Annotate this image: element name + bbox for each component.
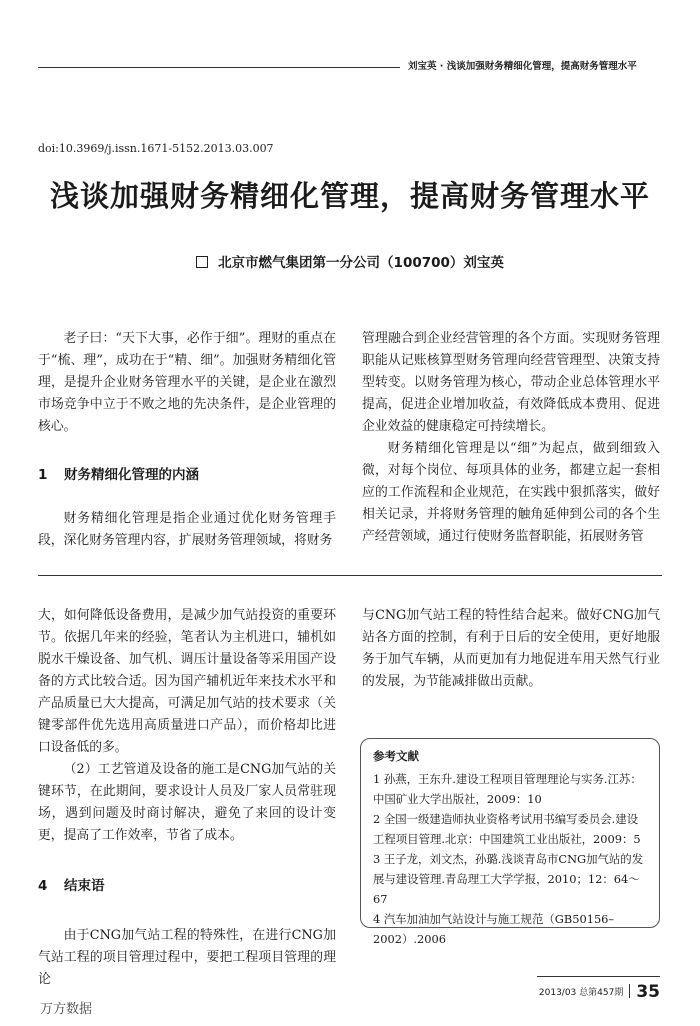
paragraph: （2）工艺管道及设备的施工是CNG加气站的关键环节，在此期间，要求设计人员及厂家人员常驻现场，遇到问题及时商讨解决，避免了来回的设计变更，提高了工作效率，节省了成本。 <box>38 762 336 843</box>
lower-right-column <box>362 605 660 693</box>
paragraph: 与CNG加气站工程的特性结合起来。做好CNG加气站各方面的控制，有利于日后的安全使用，更好地服务于加气车辆，从而更加有力地促进车用天然气行业的发展，为节能减排做出贡献。 <box>362 608 660 689</box>
paragraph: 管理融合到企业经营管理的各个方面。实现财务管理职能从记账核算型财务管理向经营管理型、决策支持型转变。以财务管理为核心，带动企业总体管理水平提高，促进企业增加收益，有效降低成本费用、促进企业效益的健康稳定可持续增长。 <box>362 331 660 434</box>
doi: doi:10.3969/j.issn.1671-5152.2013.03.007 <box>38 142 274 155</box>
reference-item: 4 汽车加油加气站设计与施工规范（GB50156–2002）.2006 <box>373 912 615 946</box>
reference-item: 1 孙燕，王东升.建设工程项目管理理论与实务.江苏：中国矿业大学出版社，2009：10 <box>373 772 642 806</box>
upper-right-column <box>362 328 660 548</box>
footer-separator <box>629 984 630 998</box>
paragraph: 大，如何降低设备费用，是减少加气站投资的重要环节。依据几年来的经验，笔者认为主机进口，辅机如脱水干燥设备、加气机、调压计量设备等采用国产设备的方式比较合适。因为国产辅机近年来技术水平和产品质量已大大提高，可满足加气站的技术要求（关键零部件优先选用高质量进口产品），而价格却比进口设备低的多。 <box>38 608 336 755</box>
references-box <box>360 738 660 946</box>
section-divider <box>38 575 662 576</box>
section-number: 1 <box>38 467 48 483</box>
reference-item: 2 全国一级建造师执业资格考试用书编写委员会.建设工程项目管理.北京：中国建筑工业出版社，2009：5 <box>373 812 641 846</box>
intro-paragraph: 老子曰：“天下大事，必作于细”。理财的重点在于“梳、理”，成功在于“精、细”。加强财务精细化管理，是提升企业财务管理水平的关键，是企业在激烈市场竞争中立于不败之地的先决条件，是企业管理的核心。 <box>38 331 336 434</box>
watermark: 万方数据 <box>40 1002 93 1017</box>
running-head: 刘宝英 · 浅谈加强财务精细化管理，提高财务管理水平 <box>408 61 637 72</box>
lower-left-column <box>38 605 336 991</box>
paragraph: 由于CNG加气站工程的特殊性，在进行CNG加气站工程的项目管理过程中，要把工程项目管理的理论 <box>38 928 336 987</box>
paragraph: 财务精细化管理是以“细”为起点，做到细致入微，对每个岗位、每项具体的业务，都建立起一套相应的工作流程和企业规范，在实践中狠抓落实，做好相关记录，并将财务管理的触角延伸到公司的各个生产经营领域，通过行使财务监督职能，拓展财务管 <box>362 441 660 544</box>
byline <box>0 251 700 271</box>
section-number: 4 <box>38 878 48 894</box>
page-number: 35 <box>636 982 660 1002</box>
article-title: 浅谈加强财务精细化管理，提高财务管理水平 <box>49 179 650 213</box>
references-title: 参考文献 <box>373 749 419 763</box>
paragraph: 财务精细化管理是指企业通过优化财务管理手段，深化财务管理内容，扩展财务管理领域，将财务 <box>38 511 336 548</box>
issue-info: 2013/03 总第457期 <box>538 988 624 998</box>
author-affiliation: 北京市燃气集团第一分公司（100700）刘宝英 <box>218 255 504 271</box>
header-rule <box>38 67 400 68</box>
square-icon <box>196 256 208 268</box>
reference-item: 3 王子龙，刘文杰，孙璐.浅谈青岛市CNG加气站的发展与建设管理.青岛理工大学学报，2010；12：64～67 <box>373 852 644 906</box>
footer-rule <box>537 976 660 977</box>
upper-left-column <box>38 328 336 552</box>
section-title: 财务精细化管理的内涵 <box>64 467 199 483</box>
section-title: 结束语 <box>64 878 105 894</box>
section-heading-1 <box>38 464 336 486</box>
section-heading-4 <box>38 875 336 897</box>
page-footer <box>539 982 660 1002</box>
